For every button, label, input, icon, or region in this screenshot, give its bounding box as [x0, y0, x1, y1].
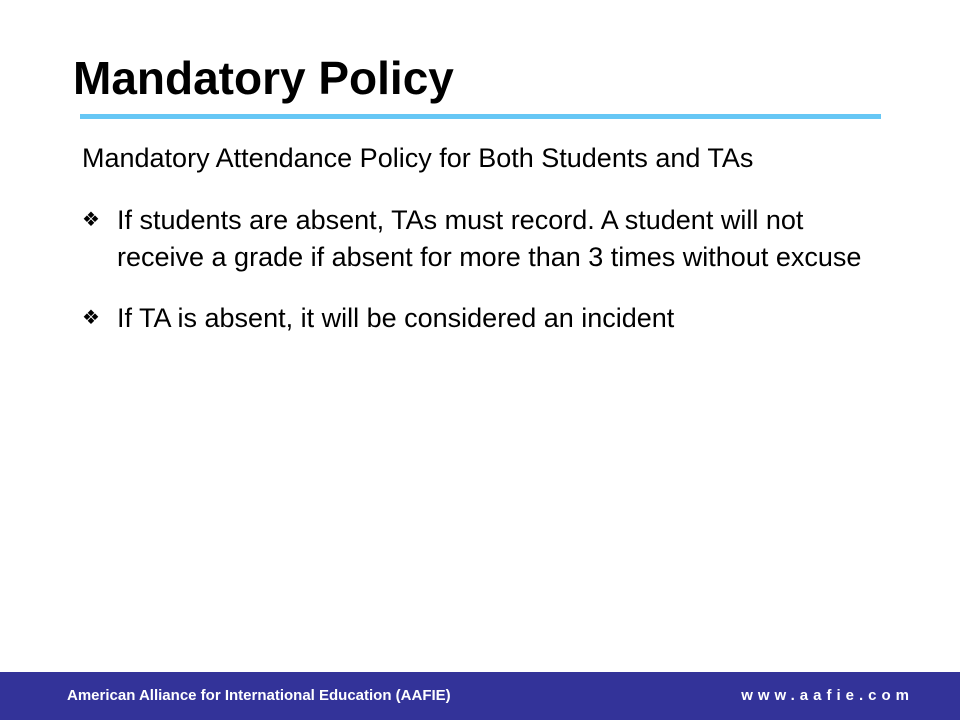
footer-bar: [0, 672, 960, 720]
bullet-item: [82, 300, 892, 337]
slide-title: Mandatory Policy: [73, 52, 454, 104]
diamond-bullet-icon: ❖: [82, 209, 100, 231]
slide-subtitle: Mandatory Attendance Policy for Both Students and TAs: [82, 143, 754, 173]
diamond-bullet-icon: ❖: [82, 307, 100, 329]
title-divider: [80, 114, 881, 119]
footer-organization: American Alliance for International Education (AAFIE): [67, 687, 451, 704]
bullet-list: [82, 202, 892, 361]
footer-website: www.aafie.com: [741, 687, 914, 704]
bullet-text: If TA is absent, it will be considered an incident: [117, 303, 675, 333]
bullet-item: [82, 202, 892, 276]
bullet-text: If students are absent, TAs must record. A student will not receive a grade if absent for more than 3 times without excuse: [117, 205, 862, 272]
